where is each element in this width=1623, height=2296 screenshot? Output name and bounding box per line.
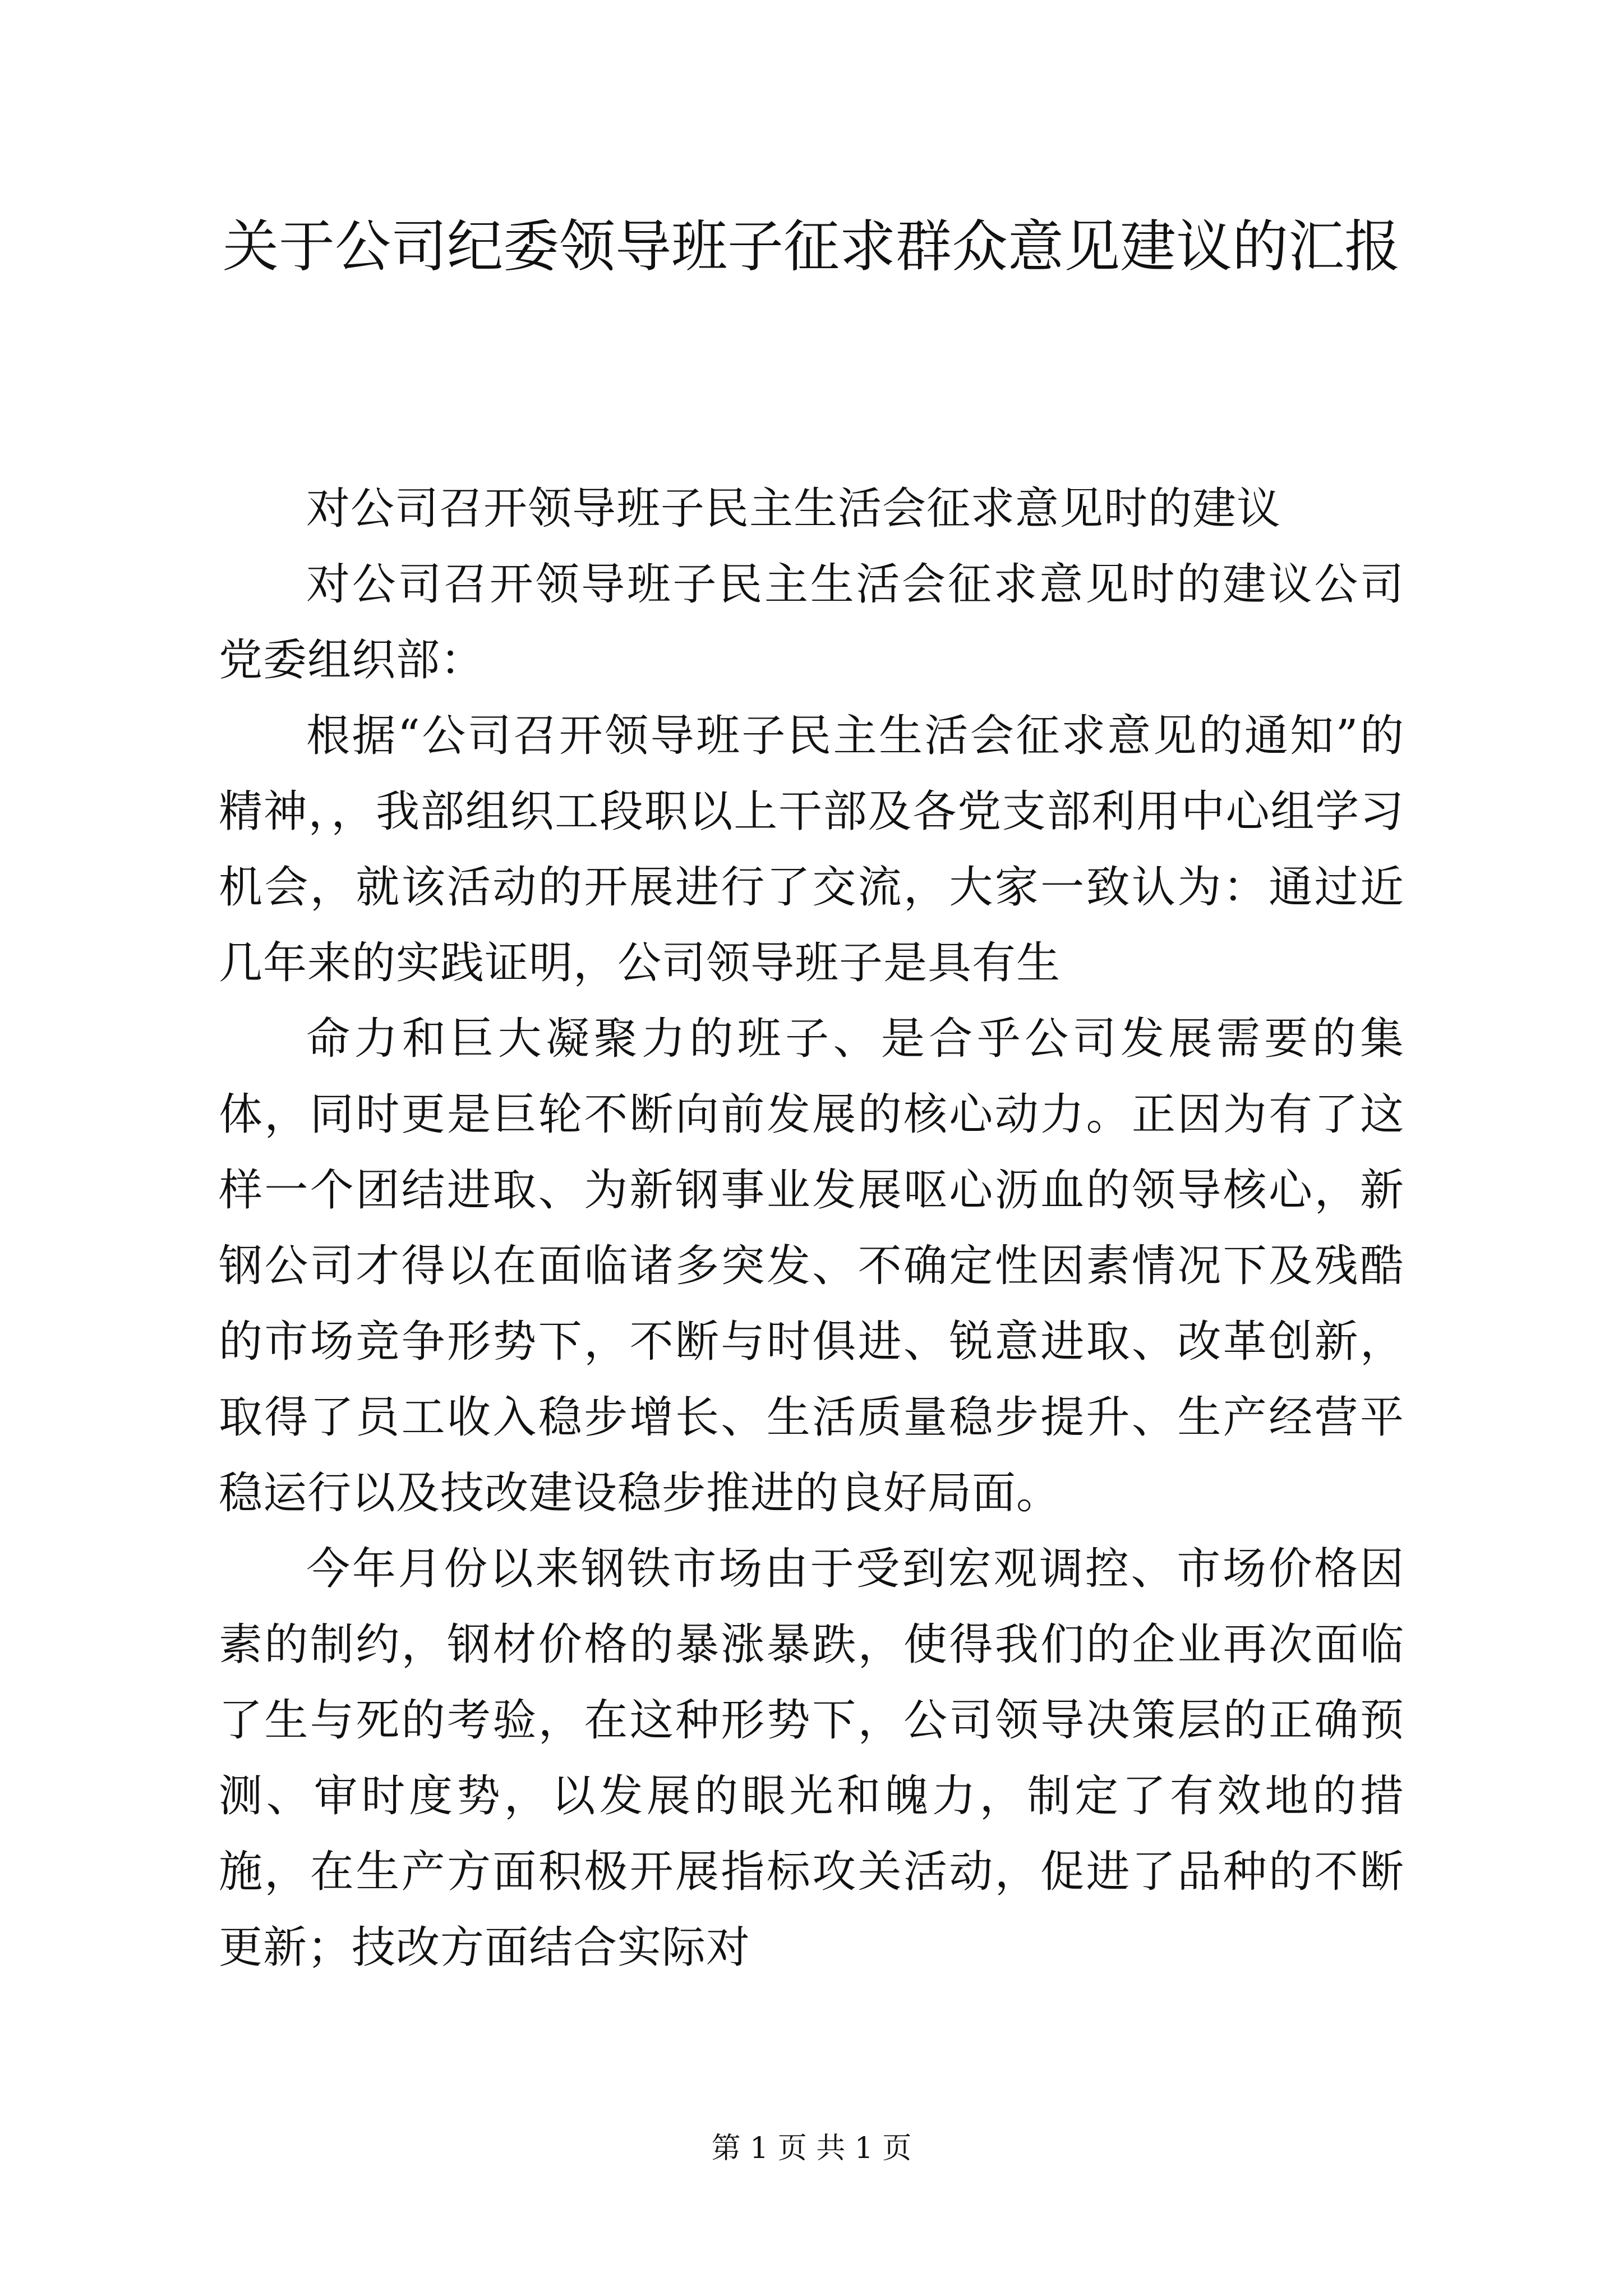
document-body xyxy=(219,471,1404,1986)
paragraph-1: 对公司召开领导班子民主生活会征求意见时的建议 xyxy=(306,484,1281,534)
paragraph-2: 对公司召开领导班子民主生活会征求意见时的建议公司党委组织部： xyxy=(219,559,1404,685)
document-title: 关于公司纪委领导班子征求群众意见建议的汇报 xyxy=(223,214,1400,279)
paragraph-3: 根据“公司召开领导班子民主生活会征求意见的通知”的精神，，我部组织工段职以上干部及各党支部利用中心组学习机会，就该活动的开展进行了交流，大家一致认为：通过近几年来的实践证明，公司领导班子是具有生 xyxy=(219,711,1404,988)
page-footer: 第 1 页 共 1 页 xyxy=(711,2132,912,2165)
paragraph-4: 命力和巨大凝聚力的班子、是合乎公司发展需要的集体，同时更是巨轮不断向前发展的核心动力。正因为有了这样一个团结进取、为新钢事业发展呕心沥血的领导核心，新钢公司才得以在面临诸多突发、不确定性因素情况下及残酷的市场竞争形势下，不断与时俱进、锐意进取、改革创新，取得了员工收入稳步增长、生活质量稳步提升、生产经营平稳运行以及技改建设稳步推进的良好局面。 xyxy=(219,1014,1404,1519)
paragraph-5: 今年月份以来钢铁市场由于受到宏观调控、市场价格因素的制约，钢材价格的暴涨暴跌，使得我们的企业再次面临了生与死的考验，在这种形势下，公司领导决策层的正确预测、审时度势，以发展的眼光和魄力，制定了有效地的措施，在生产方面积极开展指标攻关活动，促进了品种的不断更新；技改方面结合实际对 xyxy=(219,1544,1404,1973)
